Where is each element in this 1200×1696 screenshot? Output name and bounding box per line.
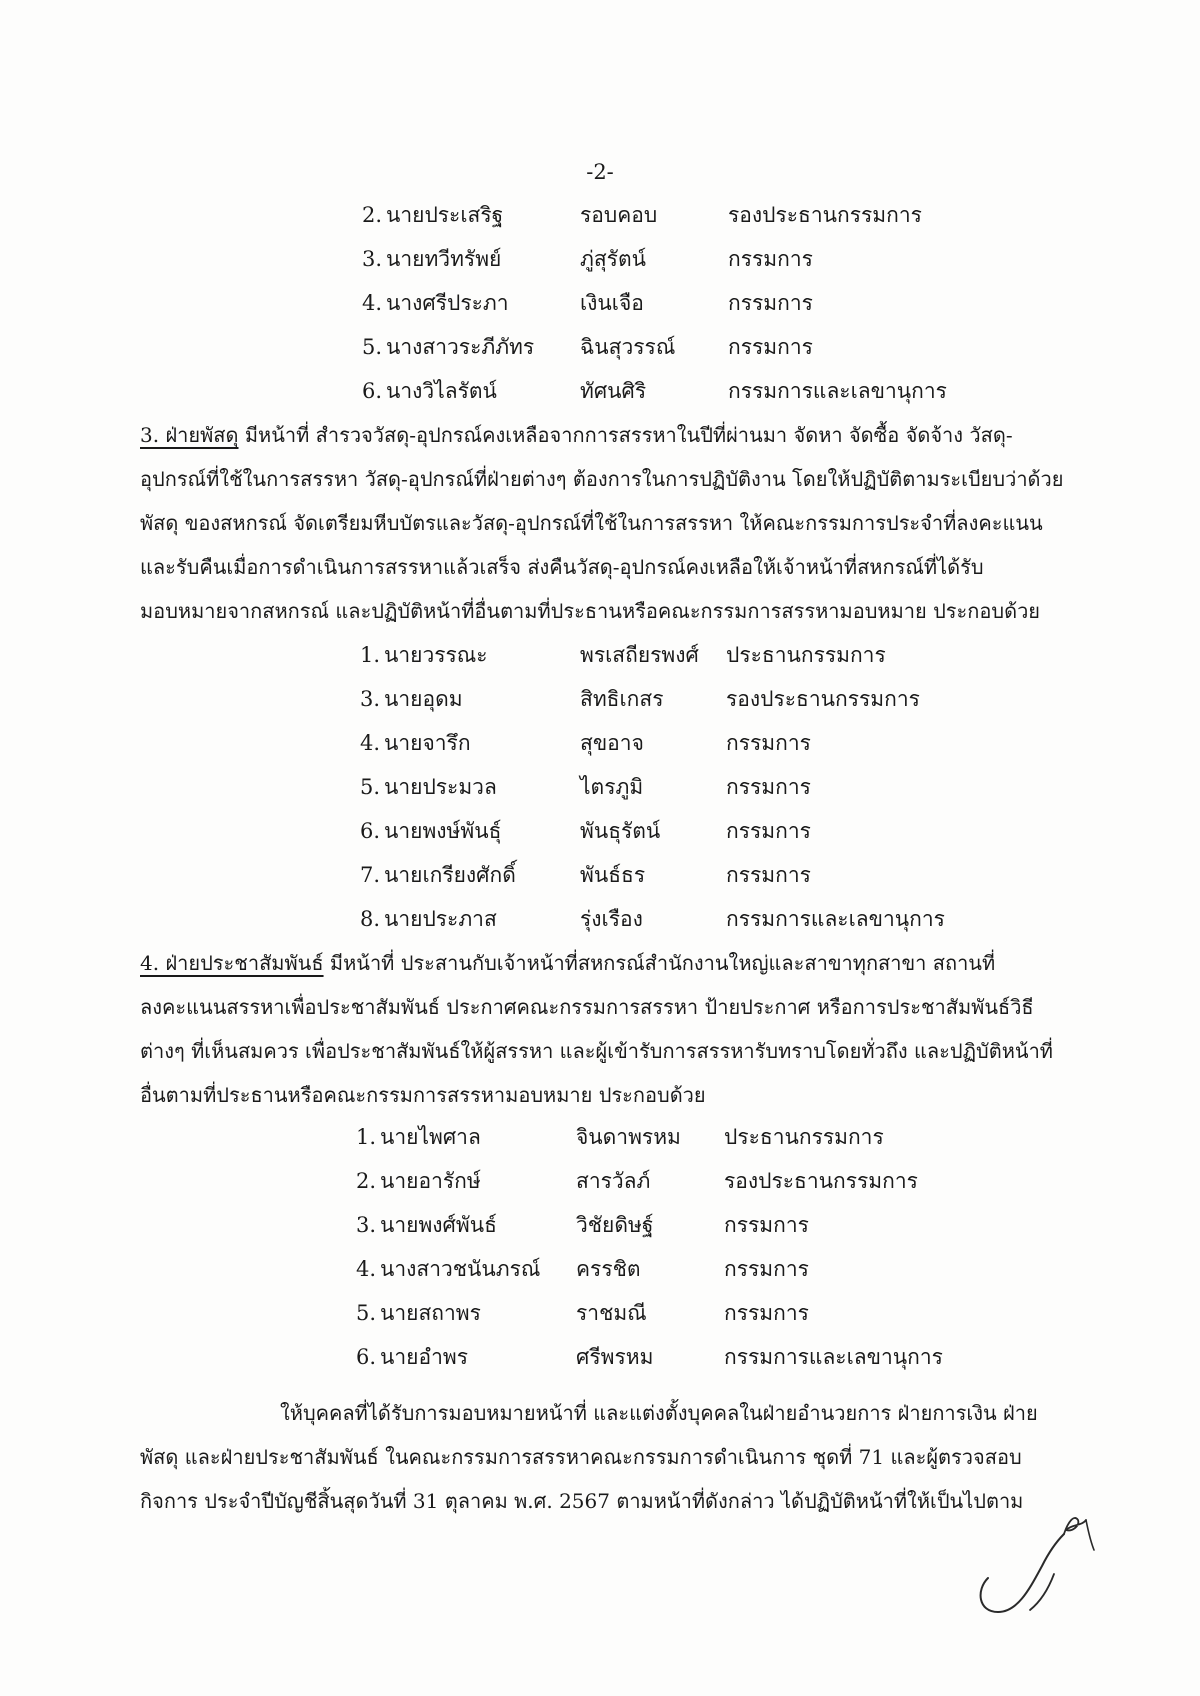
member-row — [0, 765, 1200, 809]
paragraph-line — [140, 941, 995, 985]
member-first-name: นายอำพร — [380, 1345, 468, 1369]
section3-line-1: มีหน้าที่ สำรวจวัสดุ-อุปกรณ์คงเหลือจากการสรรหาในปีที่ผ่านมา จัดหา จัดซื้อ จัดจ้าง วัสดุ- — [238, 423, 1013, 447]
member-last-name: พรเสถียรพงศ์ — [580, 643, 699, 667]
member-last-name: ไตรภูมิ — [580, 775, 644, 799]
member-role: กรรมการ — [724, 1257, 809, 1281]
member-last-name: ทัศนศิริ — [580, 379, 647, 403]
member-role: กรรมการ — [724, 1213, 809, 1237]
member-row — [0, 897, 1200, 941]
member-first-name: นางสาวชนันภรณ์ — [380, 1257, 541, 1281]
member-row — [0, 677, 1200, 721]
member-first-name: นายเกรียงศักดิ์ — [384, 863, 516, 887]
member-first-name: นายไพศาล — [380, 1125, 481, 1149]
member-role: กรรมการ — [724, 1301, 809, 1325]
member-row — [0, 1115, 1200, 1159]
member-first-name: นางวิไลรัตน์ — [386, 379, 497, 403]
section4-line-4: อื่นตามที่ประธานหรือคณะกรรมการสรรหามอบหมาย ประกอบด้วย — [140, 1083, 706, 1107]
member-no: 2. — [356, 1169, 377, 1193]
member-row — [0, 1247, 1200, 1291]
member-last-name: เงินเจือ — [580, 291, 644, 315]
member-first-name: นายพงศ์พันธ์ — [380, 1213, 497, 1237]
member-row — [0, 809, 1200, 853]
member-no: 4. — [362, 291, 383, 315]
member-no: 6. — [362, 379, 383, 403]
member-first-name: นายทวีทรัพย์ — [386, 247, 502, 271]
member-last-name: จินดาพรหม — [576, 1125, 681, 1149]
member-first-name: นายประเสริฐ — [386, 203, 504, 227]
member-role: ประธานกรรมการ — [724, 1125, 884, 1149]
member-no: 3. — [362, 247, 383, 271]
member-row — [0, 1291, 1200, 1335]
member-role: รองประธานกรรมการ — [728, 203, 922, 227]
member-no: 5. — [356, 1301, 377, 1325]
member-first-name: นางศรีประภา — [386, 291, 509, 315]
member-row — [0, 237, 1200, 281]
member-role: รองประธานกรรมการ — [726, 687, 920, 711]
member-role: กรรมการและเลขานุการ — [728, 379, 947, 403]
closing-line-2: พัสดุ และฝ่ายประชาสัมพันธ์ ในคณะกรรมการสรรหาคณะกรรมการดำเนินการ ชุดที่ 71 และผู้ตรวจสอบ — [140, 1445, 1022, 1469]
closing-line-1: ให้บุคคลที่ได้รับการมอบหมายหน้าที่ และแต่งตั้งบุคคลในฝ่ายอำนวยการ ฝ่ายการเงิน ฝ่าย — [280, 1401, 1038, 1425]
member-no: 8. — [360, 907, 381, 931]
member-role: รองประธานกรรมการ — [724, 1169, 918, 1193]
member-row — [0, 1203, 1200, 1247]
member-role: กรรมการและเลขานุการ — [726, 907, 945, 931]
member-no: 2. — [362, 203, 383, 227]
member-last-name: พันธุรัตน์ — [580, 819, 661, 843]
member-row — [0, 325, 1200, 369]
member-last-name: รุ่งเรือง — [580, 907, 643, 931]
member-no: 3. — [360, 687, 381, 711]
member-last-name: พันธ์ธร — [580, 863, 646, 887]
member-no: 6. — [360, 819, 381, 843]
section3-line-4: และรับคืนเมื่อการดำเนินการสรรหาแล้วเสร็จ ส่งคืนวัสดุ-อุปกรณ์คงเหลือให้เจ้าหน้าที่สหกรณ์ที่ได้รับ — [140, 555, 984, 579]
section3-line-2: อุปกรณ์ที่ใช้ในการสรรหา วัสดุ-อุปกรณ์ที่ฝ่ายต่างๆ ต้องการในการปฏิบัติงาน โดยให้ปฏิบัติตามระเบียบว่าด้วย — [140, 467, 1064, 491]
page-number: -2- — [586, 160, 614, 184]
member-first-name: นายพงษ์พันธุ์ — [384, 819, 502, 843]
member-last-name: รอบคอบ — [580, 203, 658, 227]
member-last-name: ภู่สุรัตน์ — [580, 247, 646, 271]
member-first-name: นายสถาพร — [380, 1301, 481, 1325]
member-no: 7. — [360, 863, 381, 887]
section3-line-3: พัสดุ ของสหกรณ์ จัดเตรียมหีบบัตรและวัสดุ-อุปกรณ์ที่ใช้ในการสรรหา ให้คณะกรรมการประจำที่ลงคะแนน — [140, 511, 1043, 535]
member-role: กรรมการ — [726, 819, 811, 843]
member-last-name: ครรชิต — [576, 1257, 641, 1281]
member-last-name: สารวัลภ์ — [576, 1169, 651, 1193]
member-first-name: นายประภาส — [384, 907, 497, 931]
member-row — [0, 369, 1200, 413]
member-no: 6. — [356, 1345, 377, 1369]
member-first-name: นายประมวล — [384, 775, 497, 799]
member-row — [0, 721, 1200, 765]
member-last-name: ราชมณี — [576, 1301, 647, 1325]
member-role: กรรมการและเลขานุการ — [724, 1345, 943, 1369]
member-first-name: นางสาวระภีภัทร — [386, 335, 535, 359]
member-first-name: นายอุดม — [384, 687, 463, 711]
closing-line-3: กิจการ ประจำปีบัญชีสิ้นสุดวันที่ 31 ตุลาคม พ.ศ. 2567 ตามหน้าที่ดังกล่าว ได้ปฏิบัติหน้าที่ให้เป็นไปตาม — [140, 1489, 1024, 1513]
member-role: กรรมการ — [726, 863, 811, 887]
member-role: ประธานกรรมการ — [726, 643, 886, 667]
member-last-name: ฉินสุวรรณ์ — [580, 335, 676, 359]
section4-line-1: มีหน้าที่ ประสานกับเจ้าหน้าที่สหกรณ์สำนักงานใหญ่และสาขาทุกสาขา สถานที่ — [323, 951, 996, 975]
member-no: 4. — [360, 731, 381, 755]
section3-line-5: มอบหมายจากสหกรณ์ และปฏิบัติหน้าที่อื่นตามที่ประธานหรือคณะกรรมการสรรหามอบหมาย ประกอบด้วย — [140, 599, 1041, 623]
member-last-name: สิทธิเกสร — [580, 687, 664, 711]
member-row — [0, 633, 1200, 677]
member-row — [0, 853, 1200, 897]
member-no: 4. — [356, 1257, 377, 1281]
member-role: กรรมการ — [726, 775, 811, 799]
member-no: 5. — [360, 775, 381, 799]
member-first-name: นายจารึก — [384, 731, 471, 755]
section3-heading: 3. ฝ่ายพัสดุ — [140, 423, 239, 447]
section4-line-3: ต่างๆ ที่เห็นสมควร เพื่อประชาสัมพันธ์ให้ผู้สรรหา และผู้เข้ารับการสรรหารับทราบโดยทั่วถึง และปฏิบัติหน้าที่ — [140, 1039, 1053, 1063]
member-no: 1. — [356, 1125, 377, 1149]
member-last-name: สุขอาจ — [580, 731, 644, 755]
member-no: 5. — [362, 335, 383, 359]
member-row — [0, 1159, 1200, 1203]
member-role: กรรมการ — [728, 247, 813, 271]
member-role: กรรมการ — [728, 335, 813, 359]
member-last-name: วิชัยดิษฐ์ — [576, 1213, 654, 1237]
member-row — [0, 1335, 1200, 1379]
section4-line-2: ลงคะแนนสรรหาเพื่อประชาสัมพันธ์ ประกาศคณะกรรมการสรรหา ป้ายประกาศ หรือการประชาสัมพันธ์วิธี — [140, 995, 1034, 1019]
member-role: กรรมการ — [726, 731, 811, 755]
member-row — [0, 281, 1200, 325]
member-last-name: ศรีพรหม — [576, 1345, 654, 1369]
member-first-name: นายวรรณะ — [384, 643, 488, 667]
member-row — [0, 193, 1200, 237]
member-first-name: นายอารักษ์ — [380, 1169, 481, 1193]
handwritten-signature — [968, 1500, 1098, 1630]
member-no: 1. — [360, 643, 381, 667]
member-no: 3. — [356, 1213, 377, 1237]
paragraph-line — [140, 413, 1013, 457]
member-role: กรรมการ — [728, 291, 813, 315]
section4-heading: 4. ฝ่ายประชาสัมพันธ์ — [140, 951, 324, 975]
